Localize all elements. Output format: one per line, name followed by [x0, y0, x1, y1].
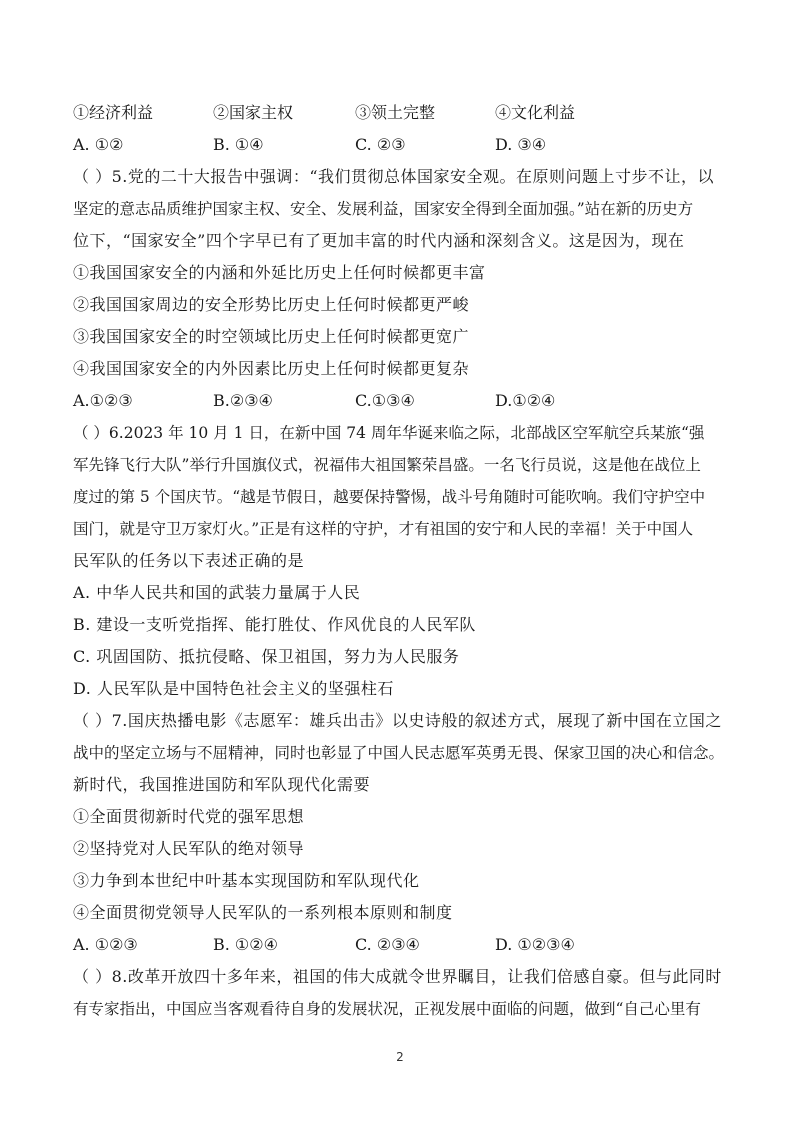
- q7-stem-line: 新时代，我国推进国防和军队现代化需要: [73, 775, 371, 794]
- q8-stem-line: 有专家指出，中国应当客观看待自身的发展状况，正视发展中面临的问题，做到“自己心里有: [73, 1000, 701, 1018]
- q6-stem-line: 民军队的任务以下表述正确的是: [73, 551, 305, 570]
- q7-statement: ③力争到本世纪中叶基本实现国防和军队现代化: [73, 871, 420, 890]
- q7-choice-a: A. ①②③: [73, 935, 138, 954]
- q5-choice-c: C.①③④: [355, 391, 415, 410]
- q4-statement: ④文化利益: [495, 103, 576, 122]
- q6-stem-line: 度过的第 5 个国庆节。“越是节假日，越要保持警惕，战斗号角随时可能吹响。我们守护空中: [73, 488, 706, 506]
- q5-choice-d: D.①②④: [495, 391, 556, 410]
- q4-choice-a: A. ①②: [73, 135, 124, 154]
- q6-stem-line: （ ）6.2023 年 10 月 1 日，在新中国 74 周年华诞来临之际，北部战区空军航空兵某旅“强: [73, 424, 705, 442]
- q7-stem-line: 战中的坚定立场与不屈精神，同时也彰显了中国人民志愿军英勇无畏、保家卫国的决心和信念。: [73, 744, 725, 762]
- q5-choice-b: B.②③④: [213, 391, 273, 410]
- q7-choice-c: C. ②③④: [355, 935, 420, 954]
- q4-statement: ③领土完整: [355, 103, 436, 122]
- q7-statement: ②坚持党对人民军队的绝对领导: [73, 839, 305, 858]
- q4-statement: ②国家主权: [213, 103, 294, 122]
- q7-stem-line: （ ）7.国庆热播电影《志愿军：雄兵出击》以史诗般的叙述方式，展现了新中国在立国之: [73, 711, 722, 730]
- q6-stem-line: 国门，就是守卫万家灯火。”正是有这样的守护，才有祖国的安宁和人民的幸福！关于中国人: [73, 520, 694, 538]
- q6-choice-d: D. 人民军队是中国特色社会主义的坚强柱石: [73, 679, 394, 698]
- q7-statement: ④全面贯彻党领导人民军队的一系列根本原则和制度: [73, 903, 453, 922]
- q4-choice-d: D. ③④: [495, 135, 547, 154]
- q6-stem-line: 军先锋飞行大队”举行升国旗仪式，祝福伟大祖国繁荣昌盛。一名飞行员说，这是他在战位上: [73, 456, 701, 474]
- q4-choice-b: B. ①④: [213, 135, 264, 154]
- q5-stem-line: 位下，“国家安全”四个字早已有了更加丰富的时代内涵和深刻含义。这是因为，现在: [73, 231, 685, 250]
- q5-statement: ②我国国家周边的安全形势比历史上任何时候都更严峻: [73, 295, 470, 314]
- q5-statement: ④我国国家安全的内外因素比历史上任何时候都更复杂: [73, 359, 470, 378]
- q6-choice-b: B. 建设一支听党指挥、能打胜仗、作风优良的人民军队: [73, 615, 476, 634]
- q5-choice-a: A.①②③: [73, 391, 133, 410]
- q7-choice-b: B. ①②④: [213, 935, 278, 954]
- q7-choice-d: D. ①②③④: [495, 935, 575, 954]
- q7-statement: ①全面贯彻新时代党的强军思想: [73, 807, 305, 826]
- page-number: 2: [396, 1050, 404, 1064]
- q8-stem-line: （ ）8.改革开放四十多年来，祖国的伟大成就令世界瞩目，让我们倍感自豪。但与此同时: [73, 967, 722, 986]
- q5-statement: ①我国国家安全的内涵和外延比历史上任何时候都更丰富: [73, 263, 486, 282]
- q5-stem-line: 坚定的意志品质维护国家主权、安全、发展利益，国家安全得到全面加强。”站在新的历史方: [73, 200, 694, 218]
- q5-statement: ③我国国家安全的时空领域比历史上任何时候都更宽广: [73, 327, 470, 346]
- q6-choice-a: A. 中华人民共和国的武装力量属于人民: [73, 583, 361, 602]
- q4-choice-c: C. ②③: [355, 135, 406, 154]
- q5-stem-line: （ ）5.党的二十大报告中强调：“我们贯彻总体国家安全观。在原则问题上寸步不让，以: [73, 167, 715, 186]
- q6-choice-c: C. 巩固国防、抵抗侵略、保卫祖国，努力为人民服务: [73, 647, 460, 666]
- q4-statement: ①经济利益: [73, 103, 154, 122]
